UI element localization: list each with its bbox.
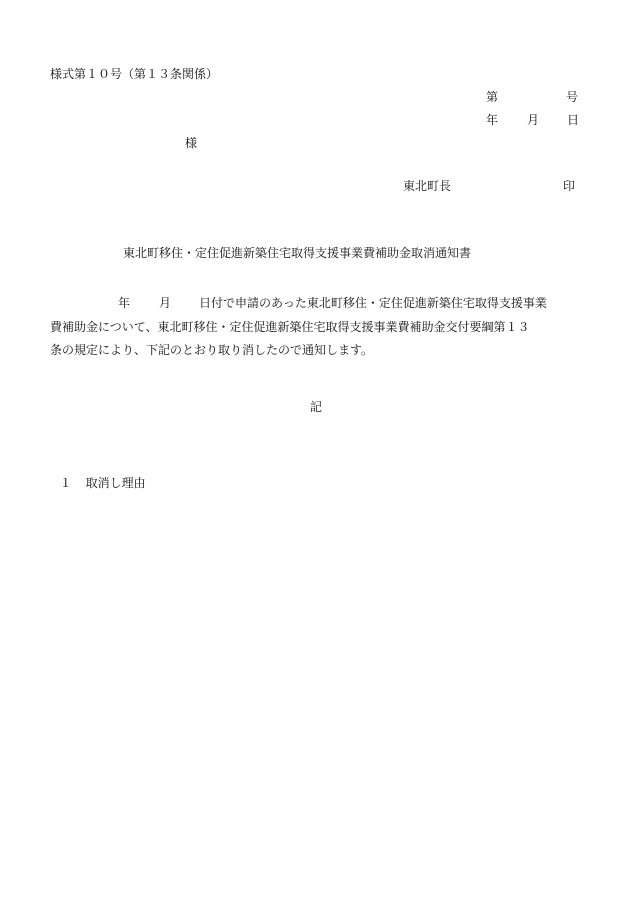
body-line-1-text: 日付で申請のあった東北町移住・定住促進新築住宅取得支援事業 [199, 296, 547, 310]
body-line-1 [50, 292, 590, 316]
date-row [486, 114, 578, 162]
sender-title: 東北町長 [403, 179, 452, 193]
form-number: 様式第１０号（第１３条関係） [50, 67, 219, 81]
body-paragraph [50, 292, 590, 363]
document-number-prefix: 第 [486, 90, 499, 104]
body-year: 年 [118, 296, 131, 310]
date-year: 年 [486, 113, 499, 127]
body-line-2: 費補助金について、東北町移住・定住促進新築住宅取得支援事業費補助金交付要綱第１３ [50, 319, 530, 334]
addressee-suffix: 様 [185, 136, 198, 150]
sender-row [403, 180, 578, 216]
document-number-suffix: 号 [566, 90, 579, 104]
list-item [52, 465, 146, 489]
date-day: 日 [567, 113, 580, 127]
body-month: 月 [159, 296, 172, 310]
item-label: 取消し理由 [85, 476, 146, 490]
body-line-3: 条の規定により、下記のとおり取り消したので通知します。 [50, 343, 374, 357]
document-title: 東北町移住・定住促進新築住宅取得支援事業費補助金取消通知書 [123, 246, 472, 260]
date-month: 月 [527, 113, 540, 127]
ki-heading: 記 [310, 400, 323, 414]
item-number: １ [59, 476, 72, 490]
seal-mark: 印 [563, 179, 576, 193]
